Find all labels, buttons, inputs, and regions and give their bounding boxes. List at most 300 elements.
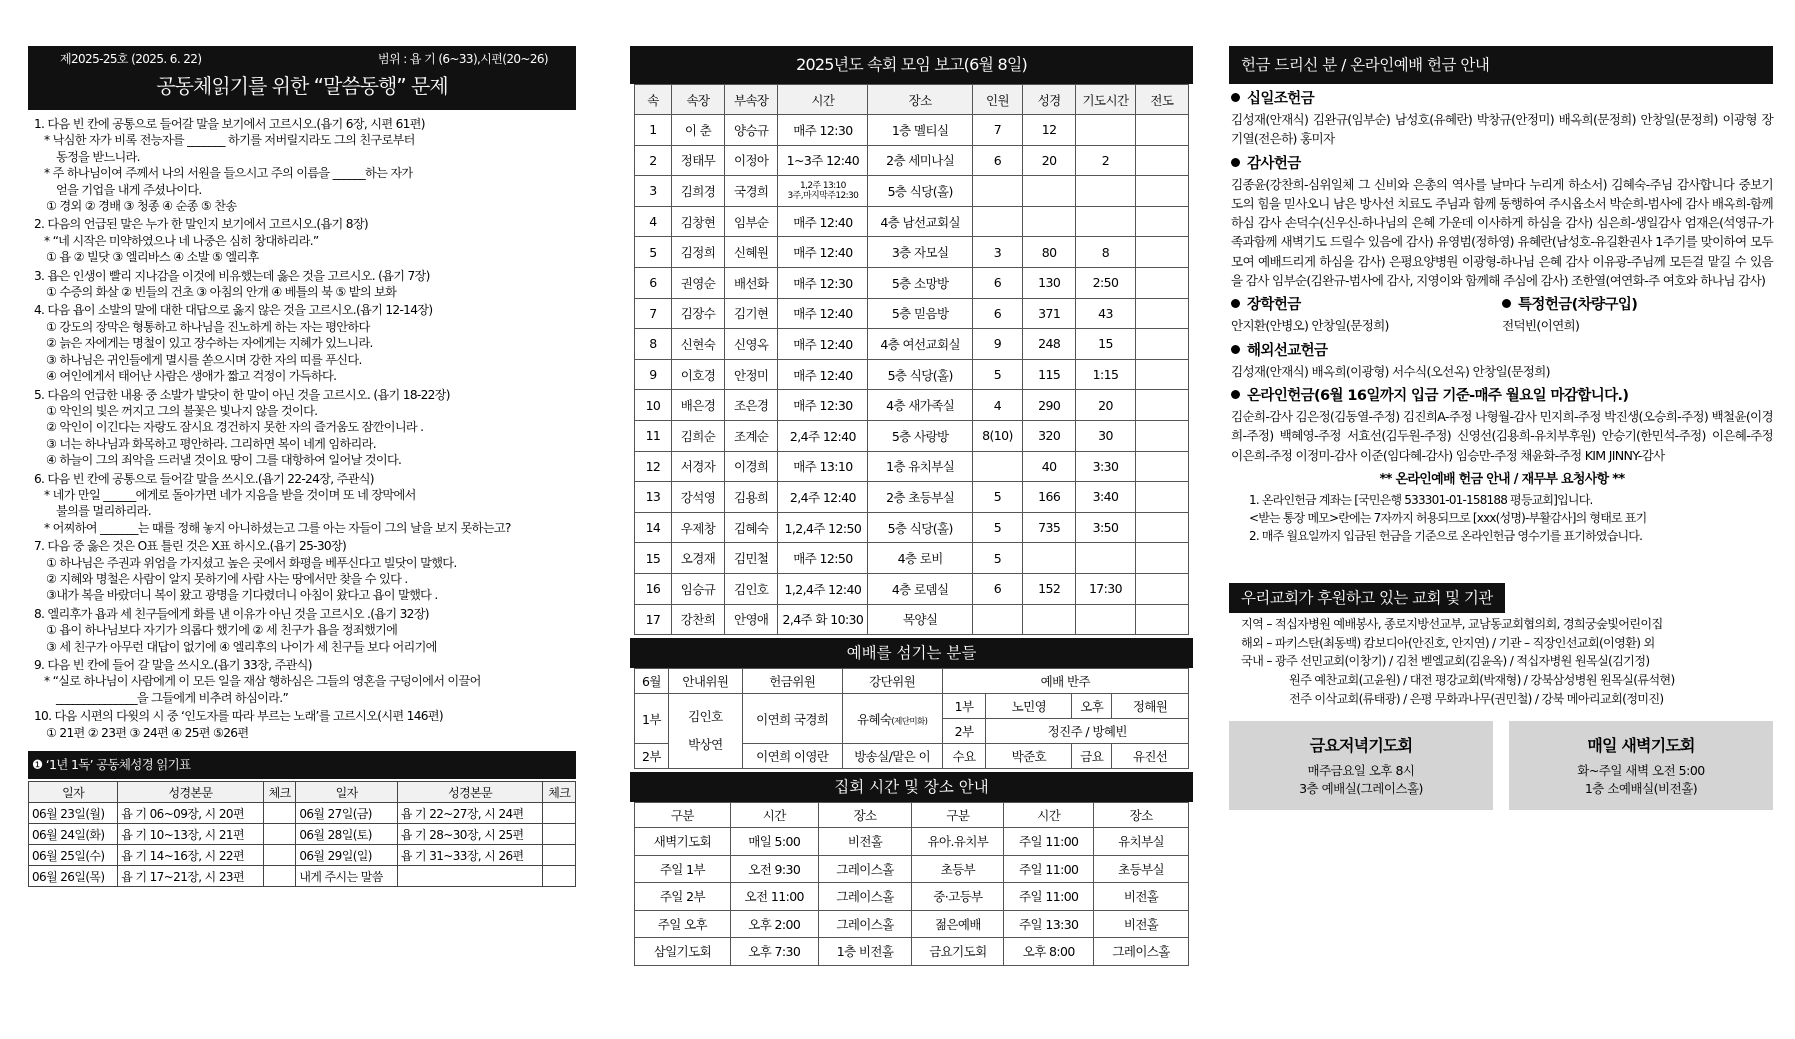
notice-line: 1. 온라인헌금 계좌는 [국민은행 533301-01-158188 평등교회]입니다. — [1249, 492, 1593, 507]
reading-plan-table — [28, 781, 576, 887]
servers-row-1: 1부 — [635, 694, 669, 744]
reading-cell: 욥 기 17~21장, 시 23편 — [118, 866, 264, 887]
meeting-cell — [1076, 115, 1135, 146]
meeting-cell: 1층 유치부실 — [868, 451, 972, 482]
meeting-cell: 7 — [972, 115, 1022, 146]
meeting-header: 속 — [635, 85, 672, 115]
meeting-cell: 안영애 — [725, 604, 778, 635]
meeting-cell — [1023, 206, 1076, 237]
gathering-cell: 그레이스홀 — [1094, 938, 1189, 966]
gathering-header: 구분 — [912, 803, 1004, 828]
meeting-cell: 10 — [635, 390, 672, 421]
table-row — [635, 115, 1189, 146]
meeting-cell — [1135, 604, 1188, 635]
quiz-issue: 제2025-25호 (2025. 6. 22) — [60, 52, 202, 66]
meeting-cell: 매주 12:30 — [778, 390, 868, 421]
reading-cell — [543, 866, 576, 887]
banju-1-name: 노민영 — [986, 694, 1072, 719]
meeting-cell: 5층 소망방 — [868, 267, 972, 298]
meeting-cell: 김창현 — [671, 206, 724, 237]
reading-cell — [543, 803, 576, 824]
gathering-cell: 주일 오후 — [635, 910, 731, 938]
gathering-cell: 오후 7:30 — [730, 938, 818, 966]
notice-title: ** 온라인예배 헌금 안내 / 재무부 요청사항 ** — [1379, 471, 1625, 487]
notice-list — [1231, 491, 1773, 545]
meeting-cell — [1135, 298, 1188, 329]
support-line: 원주 예찬교회(고윤원) / 대전 평강교회(박재형) / 강북삼성병원 원목실(류석현) — [1289, 673, 1675, 688]
friday-prayer-time: 매주금요일 오후 8시 — [1307, 762, 1415, 778]
reading-cell: 욥 기 31~33장, 시 26편 — [397, 845, 543, 866]
meeting-cell: 371 — [1023, 298, 1076, 329]
reading-header: 성경본문 — [397, 782, 543, 803]
meeting-cell: 5 — [972, 482, 1022, 513]
meeting-cell — [1135, 359, 1188, 390]
meeting-cell — [1135, 267, 1188, 298]
gathering-cell: 그레이스홀 — [818, 910, 912, 938]
question-passage: * “네 시작은 미약하였으나 네 나중은 심히 창대하리라.” — [44, 233, 319, 248]
meeting-cell: 30 — [1076, 420, 1135, 451]
quiz-question-list — [28, 110, 576, 741]
meeting-cell: 1~3주 12:40 — [778, 145, 868, 176]
meeting-cell: 1층 멜티실 — [868, 115, 972, 146]
meeting-header: 성경 — [1023, 85, 1076, 115]
meeting-cell: 3층 자모실 — [868, 237, 972, 268]
meeting-cell: 2 — [635, 145, 672, 176]
gatherings-title: 집회 시간 및 장소 안내 — [630, 772, 1193, 802]
meeting-cell — [972, 604, 1022, 635]
meeting-cell: 김기현 — [725, 298, 778, 329]
friday-prayer-title: 금요저녁기도회 — [1309, 735, 1413, 755]
meeting-cell: 8 — [1076, 237, 1135, 268]
table-row — [635, 176, 1189, 207]
meeting-cell — [1023, 543, 1076, 574]
reading-header: 일자 — [29, 782, 118, 803]
quiz-range: 범위 : 욥 기 (6~33),시편(20~26) — [378, 52, 548, 66]
question-options: ③내가 복을 바랐더니 복이 왔고 광명을 기다렸더니 아침이 왔다고 욥이 말했다 . — [46, 588, 438, 603]
meeting-cell: 매주 12:40 — [778, 359, 868, 390]
meeting-cell: 이호경 — [671, 359, 724, 390]
reading-cell — [397, 866, 543, 887]
meeting-cell: 13 — [635, 482, 672, 513]
reading-cell — [263, 845, 296, 866]
meeting-cell: 조계순 — [725, 420, 778, 451]
question-text: 5. 다음의 언급한 내용 중 소발가 발닷이 한 말이 아닌 것을 고르시오. (욥기 18-22장) — [34, 387, 450, 402]
quiz-question — [34, 302, 576, 384]
meeting-header: 장소 — [868, 85, 972, 115]
table-row — [635, 267, 1189, 298]
gathering-cell: 금요기도회 — [912, 938, 1004, 966]
meeting-cell: 김희경 — [671, 176, 724, 207]
reading-plan-title: ❶ ‘1년 1독’ 공동체성경 읽기표 — [28, 751, 576, 779]
servers-altar-header: 강단위원 — [842, 669, 942, 694]
gathering-cell: 중·고등부 — [912, 883, 1004, 911]
table-row — [635, 237, 1189, 268]
reading-cell — [263, 866, 296, 887]
reading-cell: 욥 기 10~13장, 시 21편 — [118, 824, 264, 845]
quiz-question — [34, 268, 576, 301]
banju-pm-name: 정해원 — [1112, 694, 1189, 719]
meeting-cell — [1135, 145, 1188, 176]
dawn-prayer-box — [1509, 721, 1773, 810]
meeting-cell: 조은경 — [725, 390, 778, 421]
question-options: ① 21편 ② 23편 ③ 24편 ④ 25편 ⑤26편 — [46, 725, 249, 740]
gathering-cell: 초등부실 — [1094, 855, 1189, 883]
bullet-icon — [1231, 345, 1240, 354]
question-text: 2. 다음의 언급된 말은 누가 한 말인지 보기에서 고르시오.(욥기 8장) — [34, 217, 368, 232]
tithe-names: 김성재(안재식) 김완규(임부순) 남성호(유혜란) 박창규(안정미) 배옥희(문정희) 안창일(문정희) 이광형 장기열(전은하) 홍미자 — [1231, 112, 1773, 147]
gatherings-table — [634, 802, 1189, 966]
offering-title: 헌금 드리신 분 / 온라인예배 헌금 안내 — [1229, 46, 1773, 84]
meeting-cell: 3 — [972, 237, 1022, 268]
meeting-cell: 배선화 — [725, 267, 778, 298]
meeting-cell: 130 — [1023, 267, 1076, 298]
table-row — [635, 543, 1189, 574]
question-passage: * “실로 하나님이 사람에게 이 모든 일을 재삼 행하심은 그들의 영혼을 구덩이에서 이끌어 — [44, 674, 481, 689]
meeting-cell — [1135, 176, 1188, 207]
table-row — [635, 938, 1189, 966]
reading-cell: 06월 26일(목) — [29, 866, 118, 887]
meeting-cell: 9 — [635, 359, 672, 390]
meeting-cell: 4층 로뎀실 — [868, 573, 972, 604]
meeting-cell: 김혜숙 — [725, 512, 778, 543]
servers-guide-names: 김인호 박상연 — [668, 694, 742, 769]
meeting-cell: 6 — [972, 267, 1022, 298]
meeting-header: 기도시간 — [1076, 85, 1135, 115]
gathering-header: 장소 — [818, 803, 912, 828]
question-passage: * 어찌하여 _______는 때를 정해 놓지 아니하셨는고 그를 아는 자들이 그의 날을 보지 못하는고? — [44, 520, 511, 535]
meeting-cell: 12 — [1023, 115, 1076, 146]
meeting-cell: 매주 12:40 — [778, 206, 868, 237]
question-text: 6. 다음 빈 칸에 공통으로 들어갈 말을 쓰시오.(욥기 22-24장, 주관식) — [34, 471, 374, 486]
question-text: 1. 다음 빈 칸에 공통으로 들어갈 말을 보기에서 고르시오.(욥기 6장, 시편 61편) — [34, 117, 425, 131]
meeting-cell: 오경재 — [671, 543, 724, 574]
reading-cell: 06월 29일(일) — [296, 845, 397, 866]
servers-offering-1: 이연희 국경희 — [742, 694, 842, 744]
meeting-cell — [1135, 329, 1188, 360]
question-text: 4. 다음 욥이 소발의 말에 대한 대답으로 옳지 않은 것을 고르시오.(욥기 12-14장) — [34, 303, 433, 318]
meeting-cell: 43 — [1076, 298, 1135, 329]
reading-cell: 내게 주시는 말씀 — [296, 866, 397, 887]
meeting-cell: 17:30 — [1076, 573, 1135, 604]
reading-cell: 06월 24일(화) — [29, 824, 118, 845]
table-row — [29, 845, 576, 866]
meeting-cell — [1076, 543, 1135, 574]
question-options: ④ 하늘이 그의 죄악을 드러낼 것이요 땅이 그를 대항하여 일어날 것이다. — [46, 453, 402, 468]
gathering-cell: 비전홀 — [818, 828, 912, 856]
table-row — [635, 390, 1189, 421]
meeting-cell: 6 — [972, 145, 1022, 176]
meeting-cell: 5 — [972, 543, 1022, 574]
meeting-cell: 15 — [635, 543, 672, 574]
meeting-cell — [1076, 604, 1135, 635]
question-options: ① 욥이 하나님보다 자기가 의롭다 했기에 ② 세 친구가 욥을 정죄했기에 — [46, 623, 398, 638]
table-row — [635, 855, 1189, 883]
meeting-cell: 1 — [635, 115, 672, 146]
meeting-cell: 17 — [635, 604, 672, 635]
reading-cell: 06월 27일(금) — [296, 803, 397, 824]
meeting-cell: 김용희 — [725, 482, 778, 513]
table-row — [635, 298, 1189, 329]
meeting-cell — [1135, 482, 1188, 513]
table-row — [635, 910, 1189, 938]
gathering-cell: 오전 11:00 — [730, 883, 818, 911]
meeting-report-title: 2025년도 속회 모임 보고(6월 8일) — [630, 46, 1193, 84]
meeting-header: 인원 — [972, 85, 1022, 115]
reading-cell — [263, 803, 296, 824]
meeting-cell — [1135, 451, 1188, 482]
meeting-cell: 80 — [1023, 237, 1076, 268]
question-options: ① 욥 ② 빌닷 ③ 엘리바스 ④ 소발 ⑤ 엘리후 — [46, 250, 259, 265]
meeting-cell: 5 — [972, 359, 1022, 390]
friday-prayer-box — [1229, 721, 1493, 810]
meeting-header: 전도 — [1135, 85, 1188, 115]
meeting-cell: 강석영 — [671, 482, 724, 513]
meeting-cell: 152 — [1023, 573, 1076, 604]
question-options: ③ 하나님은 귀인들에게 멸시를 쏟으시며 강한 자의 띠를 푸신다. — [46, 352, 362, 367]
meeting-cell: 5층 식당(홀) — [868, 359, 972, 390]
question-options: ② 지혜와 명철은 사람이 알지 못하기에 사람 사는 땅에서만 찾을 수 있다 . — [46, 571, 408, 586]
meeting-cell: 김장수 — [671, 298, 724, 329]
question-text: 8. 엘리후가 욥과 세 친구들에게 화를 낸 이유가 아닌 것을 고르시오 .(욥기 32장) — [34, 606, 429, 621]
servers-offering-2: 이연희 이영란 — [742, 744, 842, 769]
meeting-header: 속장 — [671, 85, 724, 115]
gathering-header: 구분 — [635, 803, 731, 828]
banju-wed-label: 수요 — [942, 744, 986, 769]
reading-cell: 욥 기 14~16장, 시 22편 — [118, 845, 264, 866]
gathering-cell: 주일 11:00 — [1004, 855, 1094, 883]
question-passage: 동정을 받느니라. — [56, 149, 140, 164]
meeting-cell: 2,4주 화 10:30 — [778, 604, 868, 635]
question-passage: _______________을 그들에게 비추려 하심이라.” — [56, 690, 289, 705]
meeting-cell: 신현숙 — [671, 329, 724, 360]
reading-cell: 욥 기 22~27장, 시 24편 — [397, 803, 543, 824]
reading-header: 체크 — [263, 782, 296, 803]
question-text: 7. 다음 중 옳은 것은 O표 틀린 것은 X표 하시오.(욥기 25-30장) — [34, 539, 347, 554]
meeting-report-table — [634, 84, 1189, 635]
question-options: ② 늙은 자에게는 명철이 있고 장수하는 자에게는 지혜가 있느니라. — [46, 336, 373, 351]
meeting-cell: 이경희 — [725, 451, 778, 482]
scholarship-names: 안지환(안병오) 안창일(문정희) — [1231, 318, 1389, 334]
bullet-icon — [1231, 299, 1240, 308]
servers-row-2: 2부 — [635, 744, 669, 769]
banju-2-label: 2부 — [942, 719, 986, 744]
meeting-cell: 배은경 — [671, 390, 724, 421]
meeting-cell — [1076, 206, 1135, 237]
online-names: 김순희-감사 김은정(김동열-주정) 김진희A-주정 나형월-감사 민지희-주정 박진생(오승희-주정) 백철윤(이경희-주정) 백혜영-주정 서효선(김두원-주정) 신영선(김용희-유치부후원) 안승기(한민석-주정) 이은혜-주정 이은희-주정 이정미-감사 이준(임다혜-감사) 임승만-주정 채윤화-주정 KIM JINNY-감사 — [1231, 408, 1773, 463]
meeting-cell: 4층 새가족실 — [868, 390, 972, 421]
offering-column — [1229, 46, 1773, 810]
meeting-cell — [1135, 420, 1188, 451]
meeting-cell: 안정미 — [725, 359, 778, 390]
meeting-cell: 매주 12:30 — [778, 267, 868, 298]
gathering-header: 시간 — [730, 803, 818, 828]
question-options: ② 악인이 이긴다는 자랑도 잠시요 경건하지 못한 자의 즐거움도 잠깐이니라 . — [46, 420, 424, 435]
mission-title: 해외선교헌금 — [1231, 340, 1773, 362]
meeting-cell: 4 — [635, 206, 672, 237]
quiz-question — [34, 471, 576, 537]
banju-pm-label: 오후 — [1072, 694, 1112, 719]
reading-header: 일자 — [296, 782, 397, 803]
meeting-cell: 신영옥 — [725, 329, 778, 360]
meeting-cell: 7 — [635, 298, 672, 329]
banju-1-label: 1부 — [942, 694, 986, 719]
meeting-cell: 2층 세미나실 — [868, 145, 972, 176]
meeting-cell: 14 — [635, 512, 672, 543]
table-row — [635, 828, 1189, 856]
quiz-question — [34, 657, 576, 706]
question-passage: * 낙심한 자가 비록 전능자를 _______ 하기를 저버릴지라도 그의 친구로부터 — [44, 133, 415, 148]
meeting-cell — [972, 451, 1022, 482]
question-options: ③ 너는 하나님과 화목하고 평안하라. 그리하면 복이 네게 임하리라. — [46, 436, 376, 451]
meeting-cell: 15 — [1076, 329, 1135, 360]
gathering-cell: 1층 비전홀 — [818, 938, 912, 966]
servers-altar-2: 방송실/맡은 이 — [842, 744, 942, 769]
friday-prayer-place: 3층 예배실(그레이스홀) — [1299, 780, 1423, 796]
servers-table — [634, 668, 1189, 769]
gathering-cell: 주일 1부 — [635, 855, 731, 883]
meeting-cell — [1135, 543, 1188, 574]
table-row — [635, 604, 1189, 635]
meeting-cell: 권영순 — [671, 267, 724, 298]
banju-2-names: 정진주 / 방혜빈 — [986, 719, 1189, 744]
meeting-cell: 정태무 — [671, 145, 724, 176]
question-passage: * 주 하나님이여 주께서 나의 서원을 들으시고 주의 이름을 ______하는 자가 — [44, 166, 413, 181]
gathering-cell: 비전홀 — [1094, 883, 1189, 911]
quiz-question — [34, 116, 576, 214]
meeting-cell: 2,4주 12:40 — [778, 420, 868, 451]
meeting-column — [630, 46, 1193, 966]
quiz-question — [34, 538, 576, 604]
meeting-cell — [1135, 206, 1188, 237]
question-options: ① 경외 ② 경배 ③ 청종 ④ 순종 ⑤ 찬송 — [46, 199, 237, 214]
table-row — [635, 883, 1189, 911]
meeting-cell: 4층 여선교회실 — [868, 329, 972, 360]
gathering-cell: 매일 5:00 — [730, 828, 818, 856]
meeting-cell — [778, 176, 868, 207]
meeting-header: 부속장 — [725, 85, 778, 115]
meeting-cell — [1135, 512, 1188, 543]
meeting-cell: 9 — [972, 329, 1022, 360]
table-row — [635, 451, 1189, 482]
gathering-cell: 비전홀 — [1094, 910, 1189, 938]
meeting-cell: 서경자 — [671, 451, 724, 482]
gathering-cell: 유치부실 — [1094, 828, 1189, 856]
meeting-cell — [1135, 115, 1188, 146]
meeting-cell: 3 — [635, 176, 672, 207]
meeting-cell: 매주 12:50 — [778, 543, 868, 574]
thanks-names: 김종윤(강찬희-심위일체 그 신비와 은총의 역사를 날마다 누리게 하소서) 김혜숙-주님 감사합니다 중보기도의 힘을 믿사오니 남은 방사선 치료도 주님과 함께 동행하여 주시옵소서 박순희-범사에 감사 배옥희-함께 하심 감사 손덕수(신우신-하나님의 은혜 가운데 이사하게 하심을 감사) 심은희-생일감사 엄재은(석영규-가족과함께 새벽기도 드릴수 있음에 감사) 유영범(정하영) 유혜란(남성호-유길환권사 1주기를 맞이하여 모두 모여 예배드리게 하심을 감사) 은평요양병원 이광형-하나님 은혜 감사 이유광-주님께 모든걸 맡길 수 있음을 감사 임부순(김완규-범사에 감사, 지영이와 함께해 주심에 감사) 조한열(여연화-주 여호와 하나님 감사) — [1231, 176, 1773, 289]
reading-cell — [543, 824, 576, 845]
notice-line: <받는 통장 메모>란에는 7자까지 허용되므로 [xxx(성명)-부활감사]의 형태로 표기 — [1249, 510, 1647, 525]
meeting-cell: 2층 초등부실 — [868, 482, 972, 513]
dawn-prayer-title: 매일 새벽기도회 — [1587, 735, 1695, 755]
meeting-cell: 6 — [972, 298, 1022, 329]
meeting-cell: 5층 식당(홀) — [868, 176, 972, 207]
meeting-cell: 1,2,4주 12:40 — [778, 573, 868, 604]
bullet-icon — [1502, 299, 1511, 308]
gathering-cell: 주일 11:00 — [1004, 828, 1094, 856]
meeting-time-line: 3주,마지막주12:30 — [787, 190, 859, 201]
meeting-cell: 우제창 — [671, 512, 724, 543]
meeting-cell — [1076, 176, 1135, 207]
dawn-prayer-time: 화~주일 새벽 오전 5:00 — [1577, 762, 1705, 778]
question-passage: * 네가 만일 ______에게로 돌아가면 네가 지음을 받을 것이며 또 네 장막에서 — [44, 487, 416, 502]
support-line: 지역 – 적십자병원 예배봉사, 종로지방선교부, 교남동교회협의회, 경희궁숲빛어린이집 — [1241, 616, 1663, 631]
meeting-cell: 임부순 — [725, 206, 778, 237]
table-row — [29, 803, 576, 824]
gathering-cell: 그레이스홀 — [818, 855, 912, 883]
question-options: ① 악인의 빛은 꺼지고 그의 불꽃은 빛나지 않을 것이다. — [46, 403, 318, 418]
quiz-question — [34, 606, 576, 655]
meeting-cell: 양승규 — [725, 115, 778, 146]
servers-altar-1: 유혜숙(제단미화) — [842, 694, 942, 744]
gathering-header: 시간 — [1004, 803, 1094, 828]
meeting-cell: 6 — [635, 267, 672, 298]
reading-cell: 06월 23일(월) — [29, 803, 118, 824]
meeting-cell — [1135, 573, 1188, 604]
banju-fri-name: 유진선 — [1112, 744, 1189, 769]
meeting-cell: 1,2,4주 12:50 — [778, 512, 868, 543]
question-options: ① 하나님은 주권과 위엄을 가지셨고 높은 곳에서 화평을 베푸신다고 빌닷이 말했다. — [46, 555, 457, 570]
table-row — [29, 866, 576, 887]
meeting-cell: 5 — [635, 237, 672, 268]
notice-line: 2. 매주 월요일까지 입금된 헌금을 기준으로 온라인헌금 영수기를 표기하였습니다. — [1249, 528, 1643, 543]
meeting-cell: 김민철 — [725, 543, 778, 574]
meeting-cell: 320 — [1023, 420, 1076, 451]
table-row — [635, 420, 1189, 451]
question-text: 10. 다음 시편의 다윗의 시 중 ‘인도자를 따라 부르는 노래’를 고르시오(시편 146편) — [34, 709, 443, 724]
bullet-icon — [1231, 390, 1240, 399]
table-row — [635, 206, 1189, 237]
servers-banju-header: 예배 반주 — [942, 669, 1188, 694]
servers-month: 6월 — [635, 669, 669, 694]
meeting-cell: 20 — [1023, 145, 1076, 176]
table-row — [635, 482, 1189, 513]
gathering-cell: 주일 2부 — [635, 883, 731, 911]
mission-names: 김성재(안재식) 배옥희(이광형) 서수식(오선옥) 안창일(문정희) — [1231, 363, 1550, 379]
meeting-cell: 3:40 — [1076, 482, 1135, 513]
meeting-cell: 248 — [1023, 329, 1076, 360]
gathering-cell: 그레이스홀 — [818, 883, 912, 911]
meeting-cell — [1023, 176, 1076, 207]
meeting-cell: 목양실 — [868, 604, 972, 635]
meeting-cell: 김정희 — [671, 237, 724, 268]
reading-cell: 06월 25일(수) — [29, 845, 118, 866]
quiz-question — [34, 387, 576, 469]
table-row — [635, 329, 1189, 360]
meeting-cell: 16 — [635, 573, 672, 604]
reading-cell: 욥 기 28~30장, 시 25편 — [397, 824, 543, 845]
meeting-cell: 4층 로비 — [868, 543, 972, 574]
gathering-cell: 주일 13:30 — [1004, 910, 1094, 938]
table-row — [29, 824, 576, 845]
meeting-cell: 매주 12:40 — [778, 298, 868, 329]
meeting-cell: 이 춘 — [671, 115, 724, 146]
special-names: 전덕빈(이연희) — [1502, 318, 1580, 334]
reading-cell: 욥 기 06~09장, 시 20편 — [118, 803, 264, 824]
question-passage: 얻을 기업을 내게 주셨나이다. — [56, 182, 202, 197]
meeting-cell: 매주 12:40 — [778, 329, 868, 360]
meeting-cell — [1023, 604, 1076, 635]
meeting-cell: 임승규 — [671, 573, 724, 604]
table-row — [635, 359, 1189, 390]
meeting-cell — [972, 176, 1022, 207]
meeting-cell: 8 — [635, 329, 672, 360]
bullet-icon — [1231, 158, 1240, 167]
question-passage: 불의를 멀리하리라. — [56, 504, 151, 519]
table-row — [635, 512, 1189, 543]
servers-offering-header: 헌금위원 — [742, 669, 842, 694]
